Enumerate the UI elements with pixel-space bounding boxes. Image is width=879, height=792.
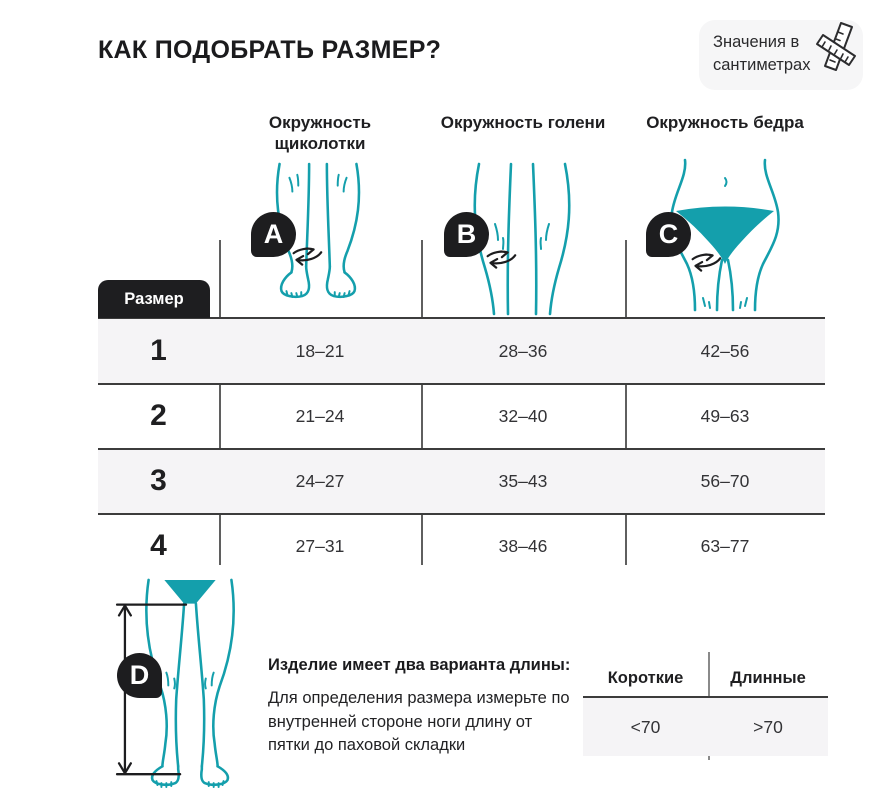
length-table-row [583,698,828,756]
long-length-value: >70 [753,717,783,737]
calf-range: 32–40 [498,406,548,426]
size-value: 3 [150,464,167,497]
hip-range: 49–63 [700,406,750,426]
table-line [98,383,825,385]
marker-a-badge: A [251,212,296,257]
circumference-arrow-icon [481,249,519,271]
ankle-range: 24–27 [295,471,345,491]
ankle-range: 21–24 [295,406,345,426]
table-row [98,319,825,383]
calf-range: 35–43 [498,471,548,491]
calf-range: 38–46 [498,536,548,556]
units-badge [699,20,863,90]
units-note: Значения в сантиметрах [713,33,811,74]
marker-d-badge: D [117,653,162,698]
length-col-short: Короткие [607,669,684,687]
marker-c-badge: C [646,212,691,257]
circumference-arrow-icon [287,246,325,268]
ankle-range: 18–21 [295,341,345,361]
length-options-heading: Изделие имеет два варианта длины: [268,656,571,674]
size-column-header: Размер [98,280,210,318]
hip-range: 42–56 [700,341,750,361]
column-header-ankle: Окружность щиколотки [268,113,372,153]
ankle-range: 27–31 [295,536,345,556]
table-row [98,514,825,578]
marker-b-badge: B [444,212,489,257]
column-header-calf: Окружность голени [440,113,606,132]
table-line [98,448,825,450]
length-col-long: Длинные [730,669,806,687]
hip-range: 63–77 [700,536,750,556]
page-title: КАК ПОДОБРАТЬ РАЗМЕР? [98,36,442,64]
column-header-hip: Окружность бедра [646,113,804,132]
short-length-value: <70 [630,717,661,737]
table-row [98,449,825,513]
size-value: 2 [150,399,167,432]
calf-range: 28–36 [498,341,548,361]
size-value: 4 [150,529,167,562]
size-value: 1 [150,334,167,367]
ruler-icon [813,22,859,74]
table-row [98,384,825,448]
table-line [98,513,825,515]
hip-range: 56–70 [700,471,750,491]
circumference-arrow-icon [686,252,724,274]
length-instructions: Для определения размера измерьте по внутренней стороне ноги длину от пятки до паховой складки [268,689,570,754]
